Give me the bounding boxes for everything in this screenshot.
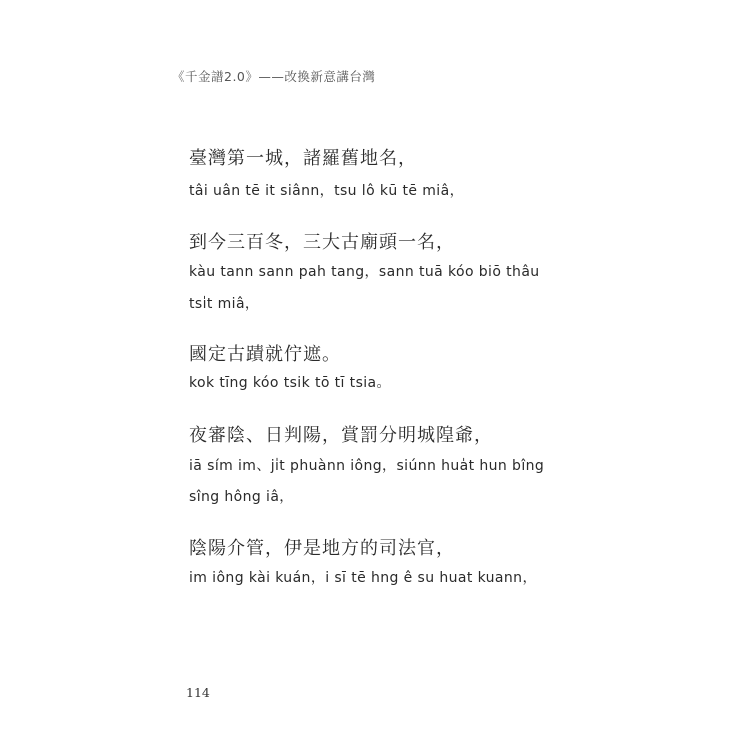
verse-3 bbox=[189, 343, 600, 393]
verse-han-text: 臺灣第一城，諸羅舊地名， bbox=[189, 148, 417, 169]
page-number: 114 bbox=[186, 685, 210, 700]
verse-5 bbox=[189, 537, 600, 588]
verse-han-text: 國定古蹟就佇遮。 bbox=[189, 344, 341, 365]
verse-romanization-line: sîng hông iâ， bbox=[189, 489, 294, 505]
verse-romanization-line: im iông kài kuán，i sī tē hng ê su huat kuann， bbox=[189, 570, 537, 586]
verse-romanization-line: iā sím im、ji̍t phuànn iông，siúnn hua̍t hun bîng bbox=[189, 458, 545, 474]
running-header: 《千金譜2.0》——改換新意講台灣 bbox=[172, 69, 376, 84]
verse-han-text: 夜審陰、日判陽，賞罰分明城隍爺， bbox=[189, 425, 493, 446]
verse-romanization-line: tsi̍t miâ， bbox=[189, 296, 260, 312]
verse-han-text: 到今三百冬，三大古廟頭一名， bbox=[189, 232, 455, 253]
verse-han-text: 陰陽介管，伊是地方的司法官， bbox=[189, 538, 455, 559]
verse-4 bbox=[189, 424, 600, 507]
verse-romanization-line: kok tīng kóo tsik tō tī tsia。 bbox=[189, 375, 391, 391]
verse-2 bbox=[189, 231, 600, 314]
verse-romanization-line: tâi uân tē it siânn，tsu lô kū tē miâ， bbox=[189, 183, 464, 199]
verse-romanization-line: kàu tann sann pah tang，sann tuā kóo biō thâu bbox=[189, 264, 540, 280]
verse-1 bbox=[189, 147, 600, 201]
